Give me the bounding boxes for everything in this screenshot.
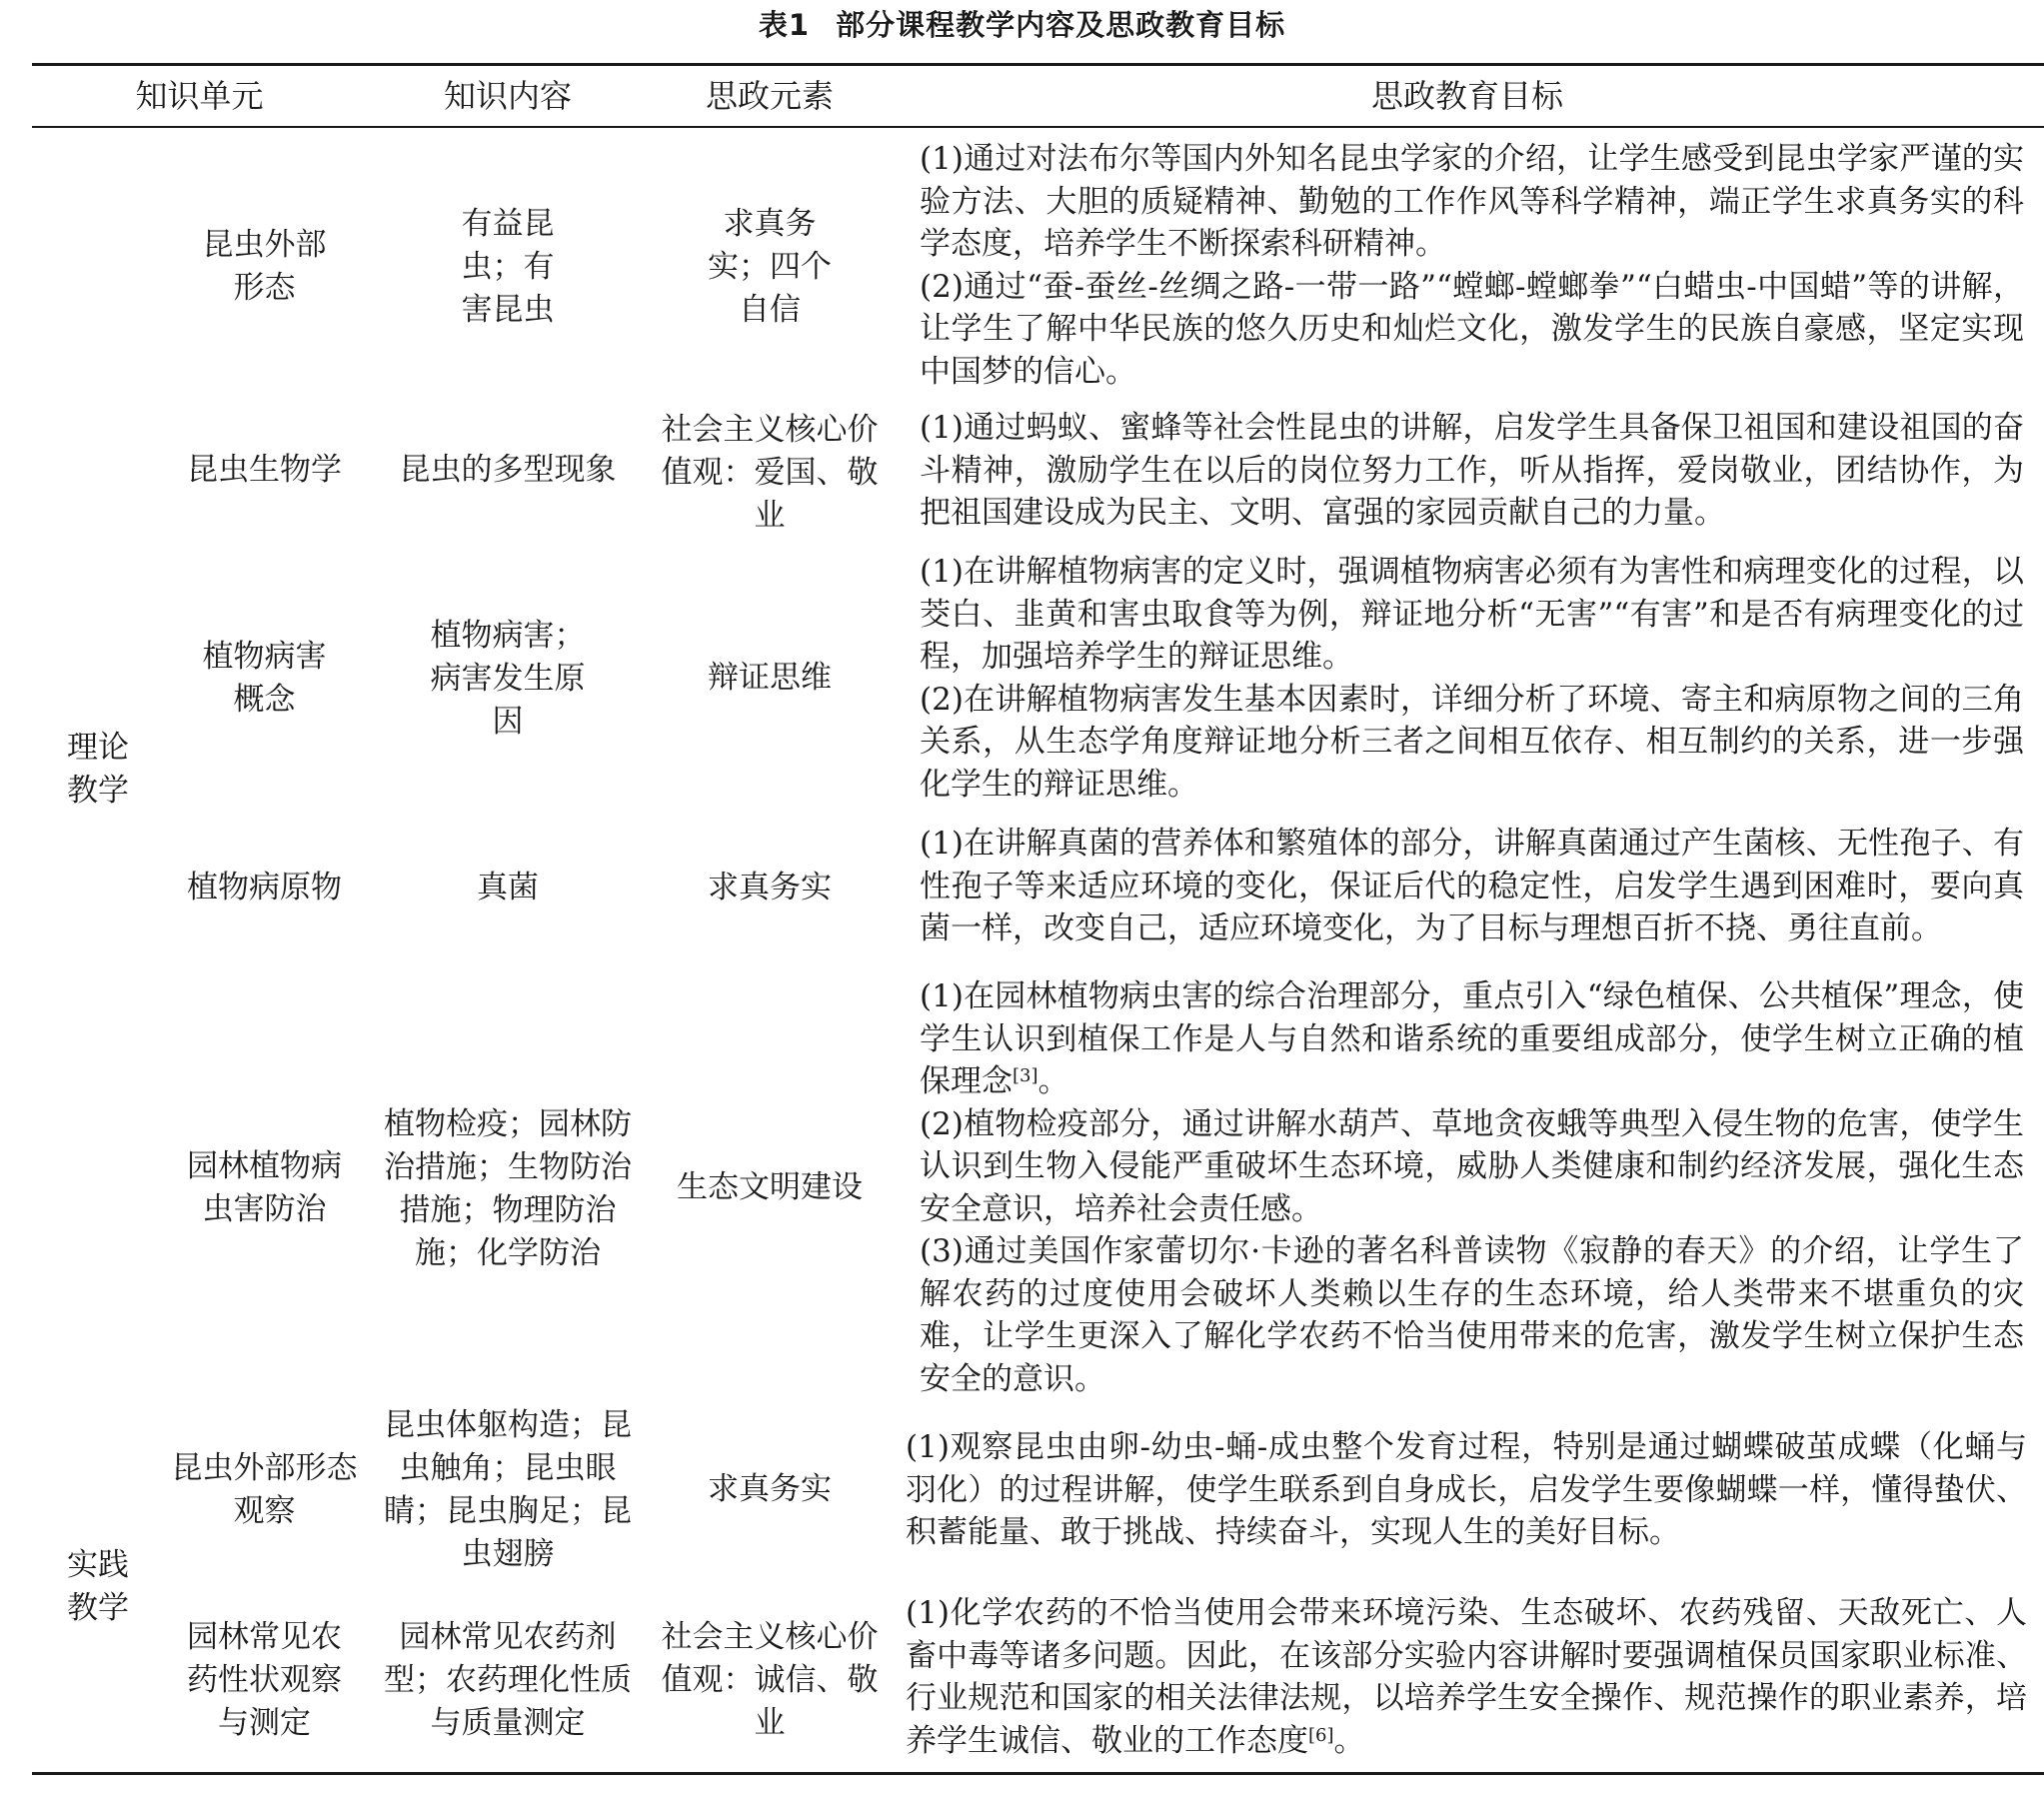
- table-title: [0, 0, 2044, 46]
- row5-goal-2: (2)植物检疫部分，通过讲解水葫芦、草地贪夜蛾等典型入侵生物的危害，使学生认识到生物入侵能严重破坏生态环境，威胁人类健康和制约经济发展，强化生态安全意识，培养社会责任感。: [920, 1105, 2024, 1227]
- row1-goal-2: (2)通过“蚕-蚕丝-丝绸之路-一带一路”“螳螂-螳螂拳”“白蜡虫-中国蜡”等的讲解，让学生了解中华民族的悠久历史和灿烂文化，激发学生的民族自豪感，坚定实现中国梦的信心。: [920, 268, 2024, 390]
- row6-element: 求真务实: [708, 1471, 832, 1507]
- row7-goals: [906, 1592, 2027, 1762]
- row7-ref-tail: 。: [1333, 1722, 1365, 1759]
- header-rule: [32, 126, 2044, 128]
- row7-ref: [6]: [1308, 1724, 1334, 1746]
- row1-goal-1: (1)通过对法布尔等国内外知名昆虫学家的介绍，让学生感受到昆虫学家严谨的实验方法、大胆的质疑精神、勤勉的工作作风等科学精神，端正学生求真务实的科学态度，培养学生不断探索科研精神。: [920, 141, 2024, 262]
- row5-goal-3: (3)通过美国作家蕾切尔·卡逊的著名科普读物《寂静的春天》的介绍，让学生了解农药的过度使用会破坏人类赖以生存的生态环境，给人类带来不堪重负的灾难，让学生更深入了解化学农药不恰当使用带来的危害，激发学生树立保护生态安全的意识。: [920, 1233, 2024, 1397]
- row6-content: 昆虫体躯构造；昆虫触角；昆虫眼睛；昆虫胸足；昆虫翅膀: [384, 1407, 632, 1572]
- row1-goals: [920, 138, 2024, 393]
- row2-goal-1: (1)通过蚂蚁、蜜蜂等社会性昆虫的讲解，启发学生具备保卫祖国和建设祖国的奋斗精神，激励学生在以后的岗位努力工作，听从指挥，爱岗敬业，团结协作，为把祖国建设成为民主、文明、富强的家园贡献自己的力量。: [920, 410, 2024, 531]
- row5-ref-tail: 。: [1037, 1063, 1069, 1099]
- row1-element: 求真务实；四个自信: [708, 205, 832, 328]
- row4-unit: 植物病原物: [187, 870, 342, 905]
- row2-content: 昆虫的多型现象: [399, 452, 617, 488]
- row7-goal-1-text: (1)化学农药的不恰当使用会带来环境污染、生态破坏、农药残留、天敌死亡、人畜中毒等诸多问题。因此，在该部分实验内容讲解时要强调植保员国家职业标准、行业规范和国家的相关法律法规，以培养学生安全操作、规范操作的职业素养，培养学生诚信、敬业的工作态度: [906, 1595, 2027, 1759]
- row5-goals: [920, 975, 2024, 1400]
- row3-goal-1: (1)在讲解植物病害的定义时，强调植物病害必须有为害性和病理变化的过程，以茭白、韭黄和害虫取食等为例，辩证地分析“无害”“有害”和是否有病理变化的过程，加强培养学生的辩证思维。: [920, 554, 2024, 675]
- group-theory: 理论教学: [67, 730, 129, 809]
- table-label: 表1: [758, 7, 811, 42]
- row3-goal-2: (2)在讲解植物病害发生基本因素时，详细分析了环境、寄主和病原物之间的三角关系，从生态学角度辩证地分析三者之间相互依存、相互制约的关系，进一步强化学生的辩证思维。: [920, 681, 2024, 803]
- row5-element: 生态文明建设: [677, 1169, 863, 1205]
- header-element: 思政元素: [705, 76, 834, 115]
- row5-unit: 园林植物病虫害防治: [187, 1148, 342, 1227]
- table-caption: 部分课程教学内容及思政教育目标: [836, 7, 1286, 42]
- row7-goal-1: [906, 1592, 2027, 1762]
- row3-goals: [920, 551, 2024, 806]
- row4-goal-1: (1)在讲解真菌的营养体和繁殖体的部分，讲解真菌通过产生菌核、无性孢子、有性孢子等来适应环境的变化，保证后代的稳定性，启发学生遇到困难时，要向真菌一样，改变自己，适应环境变化，为了目标与理想百折不挠、勇往直前。: [920, 826, 2024, 946]
- row5-content: 植物检疫；园林防治措施；生物防治措施；物理防治施；化学防治: [384, 1106, 632, 1271]
- row3-content: 植物病害；病害发生原因: [430, 617, 586, 740]
- row7-content: 园林常见农药剂型；农药理化性质与质量测定: [384, 1618, 632, 1741]
- group-practice: 实践教学: [67, 1547, 129, 1626]
- row6-goal-1: (1)观察昆虫由卵-幼虫-蛹-成虫整个发育过程，特别是通过蝴蝶破茧成蝶（化蛹与羽化）的过程讲解，使学生联系到自身成长，启发学生要像蝴蝶一样，懂得蛰伏、积蓄能量、敢于挑战、持续奋斗，实现人生的美好目标。: [906, 1429, 2027, 1550]
- row2-goals: [920, 407, 2024, 535]
- row5-ref: [3]: [1013, 1065, 1038, 1086]
- row4-content: 真菌: [477, 870, 539, 905]
- bottom-rule: [32, 1772, 2044, 1775]
- row7-element: 社会主义核心价值观：诚信、敬业: [661, 1618, 879, 1741]
- row5-goal-1: [920, 975, 2024, 1103]
- header-unit: 知识单元: [135, 76, 264, 115]
- row4-goals: [920, 823, 2024, 950]
- row3-element: 辩证思维: [708, 660, 832, 696]
- row4-element: 求真务实: [708, 870, 832, 905]
- header-content: 知识内容: [443, 76, 572, 115]
- row1-unit: 昆虫外部形态: [202, 227, 327, 306]
- row6-unit: 昆虫外部形态观察: [171, 1450, 358, 1529]
- row6-goals: [906, 1426, 2027, 1554]
- row3-unit: 植物病害概念: [202, 639, 327, 718]
- row7-unit: 园林常见农药性状观察与测定: [187, 1618, 342, 1741]
- header-goal: 思政教育目标: [1370, 76, 1563, 115]
- row2-element: 社会主义核心价值观：爱国、敬业: [661, 411, 879, 534]
- row2-unit: 昆虫生物学: [187, 452, 342, 488]
- row1-content: 有益昆虫；有害昆虫: [461, 205, 555, 328]
- row5-goal-1-text: (1)在园林植物病虫害的综合治理部分，重点引入“绿色植保、公共植保”理念，使学生认识到植保工作是人与自然和谐系统的重要组成部分，使学生树立正确的植保理念: [920, 978, 2024, 1099]
